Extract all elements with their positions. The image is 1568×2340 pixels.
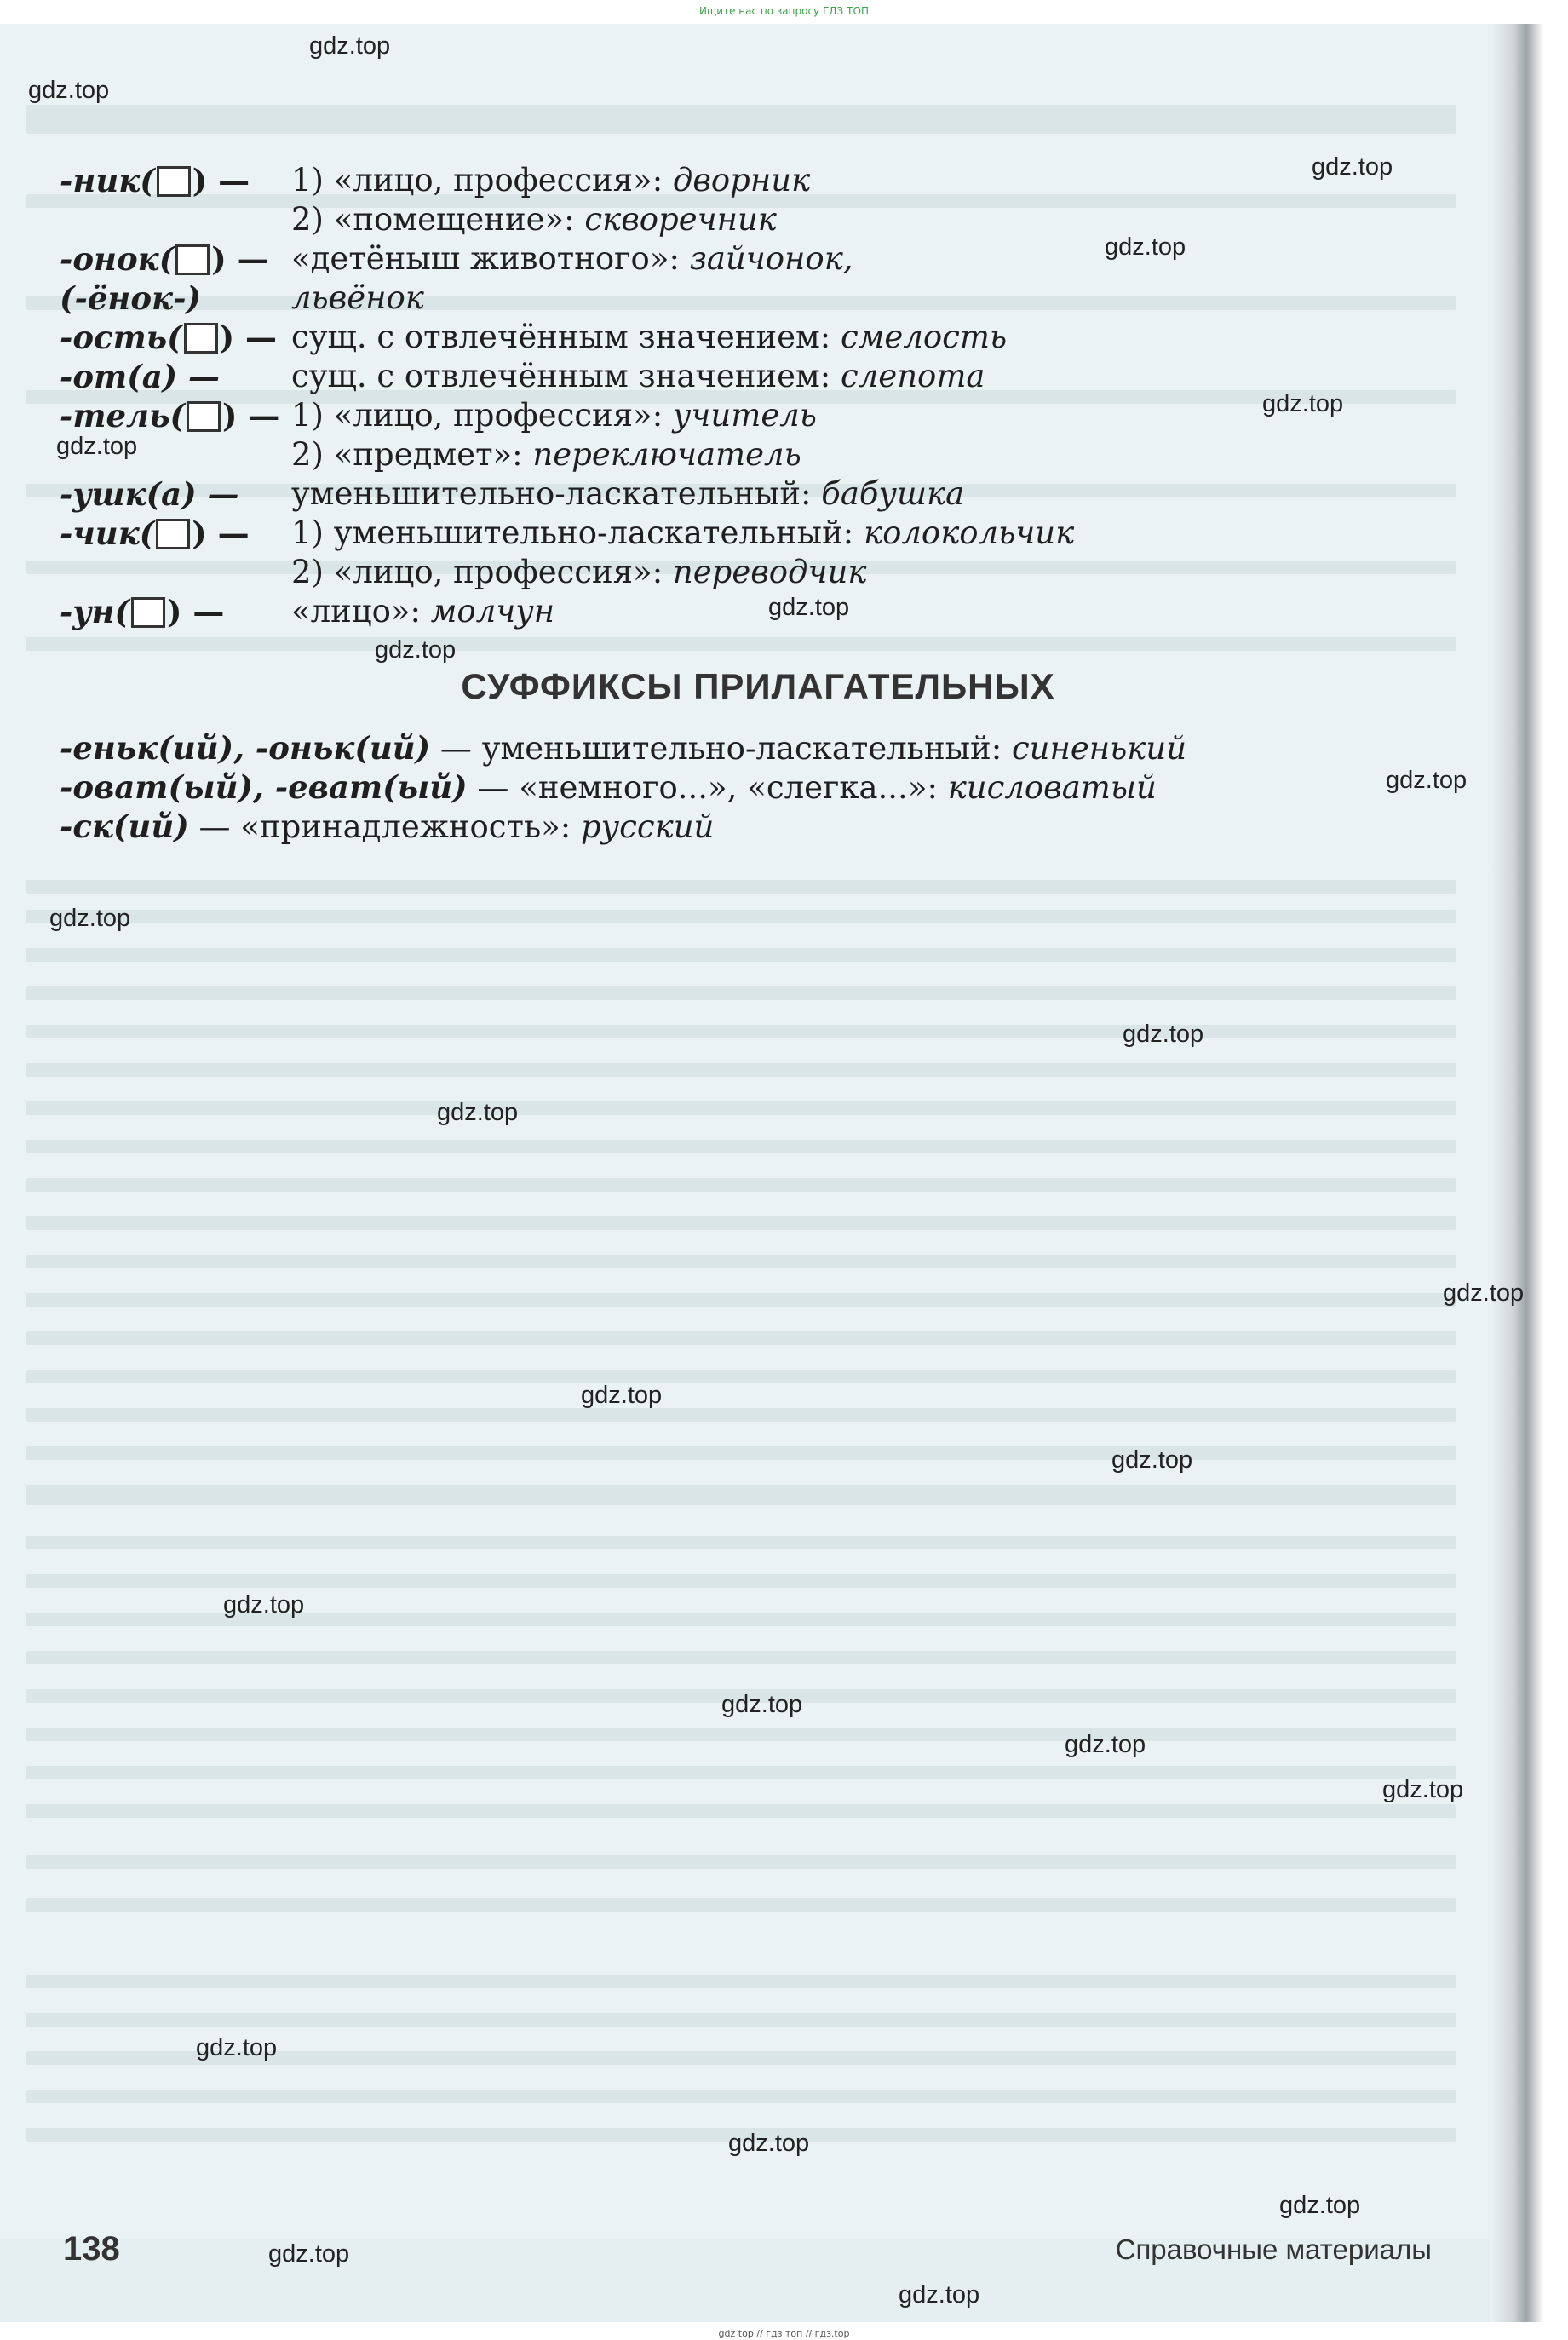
watermark-text: gdz.top xyxy=(728,2130,810,2157)
example-word: смелость xyxy=(841,319,1008,355)
watermark-text: gdz.top xyxy=(1279,2192,1361,2219)
suffix-label: -оват(ый), -еват(ый) xyxy=(60,768,468,806)
meaning-text: — уменьшительно-ласкательный: xyxy=(430,730,1012,767)
suffix-text: -ушк(а) — xyxy=(60,475,239,513)
adjective-suffix-row xyxy=(60,768,1157,806)
suffix-dash: ) — xyxy=(211,240,269,278)
meaning-text: сущ. с отвлечённым значением: xyxy=(291,358,841,394)
watermark-text: gdz.top xyxy=(309,32,391,60)
watermark-text: gdz.top xyxy=(1312,153,1393,181)
example-word: синенький xyxy=(1011,730,1187,767)
meaning-text: 1) «лицо, профессия»: xyxy=(291,397,673,434)
example-word: дворник xyxy=(672,162,811,198)
watermark-text: gdz.top xyxy=(1111,1446,1193,1474)
meaning-text: 1) уменьшительно-ласкательный: xyxy=(291,515,864,551)
suffix-label: -ск(ий) xyxy=(60,808,189,845)
suffix-box-icon xyxy=(175,244,210,275)
watermark-text: gdz.top xyxy=(721,1691,803,1718)
watermark-text: gdz.top xyxy=(899,2281,980,2308)
watermark-text: gdz.top xyxy=(1123,1021,1204,1048)
suffix-text: -ость( xyxy=(60,319,182,356)
suffix-text: -онок( xyxy=(60,240,175,278)
book-spine-shadow xyxy=(1490,24,1542,2322)
watermark-text: gdz.top xyxy=(768,594,850,621)
suffix-meaning xyxy=(291,475,964,512)
suffix-meaning xyxy=(291,162,810,198)
suffix-text: -тель( xyxy=(60,397,186,434)
watermark-text: gdz.top xyxy=(1065,1731,1146,1758)
suffix-dash: ) — xyxy=(192,515,250,552)
suffix-meaning xyxy=(291,397,817,434)
meaning-text: — «принадлежность»: xyxy=(188,808,581,845)
suffix-label xyxy=(60,279,201,317)
suffix-label xyxy=(60,515,250,552)
watermark-text: gdz.top xyxy=(437,1099,519,1126)
watermark-text: gdz.top xyxy=(1262,390,1344,417)
example-word: львёнок xyxy=(291,279,424,316)
example-word: слепота xyxy=(841,358,985,394)
example-word: переводчик xyxy=(672,554,867,590)
suffix-meaning xyxy=(291,554,866,590)
suffix-dash: ) — xyxy=(166,593,225,630)
adjective-suffixes-heading: СУФФИКСЫ ПРИЛАГАТЕЛЬНЫХ xyxy=(461,666,1055,706)
suffix-meaning xyxy=(291,319,1007,355)
watermark-text: gdz.top xyxy=(28,77,110,104)
watermark-text: gdz.top xyxy=(56,433,138,460)
suffix-box-icon xyxy=(157,166,191,197)
suffix-text: -чик( xyxy=(60,515,155,552)
suffix-meaning xyxy=(291,358,985,394)
watermark-text: gdz.top xyxy=(196,2034,278,2061)
example-word: учитель xyxy=(672,397,817,434)
meaning-text: 1) «лицо, профессия»: xyxy=(291,162,673,198)
meaning-text: уменьшительно-ласкательный: xyxy=(291,475,822,512)
example-word: скворечник xyxy=(584,201,777,238)
suffix-meaning xyxy=(291,436,801,473)
suffix-text: -ун( xyxy=(60,593,129,630)
suffix-label xyxy=(60,319,277,356)
watermark-text: gdz.top xyxy=(49,905,131,932)
suffix-dash: ) — xyxy=(192,162,250,199)
suffix-text: -ник( xyxy=(60,162,155,199)
adjective-suffix-row xyxy=(60,729,1186,767)
example-word: зайчонок, xyxy=(689,240,853,277)
suffix-meaning xyxy=(291,593,554,630)
example-word: русский xyxy=(581,808,715,845)
example-word: переключатель xyxy=(532,436,801,473)
meaning-text: 2) «помещение»: xyxy=(291,201,585,238)
suffix-box-icon xyxy=(187,401,221,432)
adjective-suffix-row xyxy=(60,808,714,845)
suffix-dash: ) — xyxy=(222,397,280,434)
watermark-text: gdz.top xyxy=(268,2240,350,2268)
meaning-text: 2) «лицо, профессия»: xyxy=(291,554,673,590)
suffix-label xyxy=(60,240,269,278)
suffix-text: (-ёнок-) xyxy=(60,279,201,317)
suffix-meaning xyxy=(291,201,777,238)
suffix-label xyxy=(60,358,220,395)
watermark-text: gdz.top xyxy=(581,1382,663,1409)
meaning-text: «детёныш животного»: xyxy=(291,240,690,277)
example-word: кисловатый xyxy=(947,769,1157,806)
watermark-text: gdz.top xyxy=(1386,767,1467,794)
watermark-text: gdz.top xyxy=(1382,1776,1464,1803)
top-banner: Ищите нас по запросу ГДЗ ТОП xyxy=(699,5,869,17)
suffix-label xyxy=(60,475,239,513)
suffix-label xyxy=(60,162,250,199)
watermark-text: gdz.top xyxy=(375,636,457,664)
suffix-meaning xyxy=(291,515,1074,551)
suffix-box-icon xyxy=(131,597,165,628)
suffix-dash: ) — xyxy=(219,319,278,356)
page-number: 138 xyxy=(63,2230,120,2268)
bottom-banner: gdz top // гдз топ // гдз.top xyxy=(718,2328,850,2339)
meaning-text: сущ. с отвлечённым значением: xyxy=(291,319,841,355)
meaning-text: 2) «предмет»: xyxy=(291,436,533,473)
meaning-text: — «немного...», «слегка...»: xyxy=(467,769,948,806)
suffix-label xyxy=(60,397,279,434)
suffix-text: -от(а) — xyxy=(60,358,221,395)
example-word: бабушка xyxy=(821,475,965,512)
watermark-text: gdz.top xyxy=(223,1591,305,1618)
suffix-label: -еньк(ий), -оньк(ий) xyxy=(60,729,431,767)
section-title: Справочные материалы xyxy=(1115,2234,1432,2265)
example-word: колокольчик xyxy=(863,515,1075,551)
suffix-box-icon xyxy=(156,519,190,549)
suffix-meaning xyxy=(291,240,853,277)
suffix-meaning xyxy=(291,279,424,316)
watermark-text: gdz.top xyxy=(1443,1279,1525,1307)
example-word: молчун xyxy=(430,593,555,630)
watermark-text: gdz.top xyxy=(1105,233,1186,261)
suffix-label xyxy=(60,593,224,630)
meaning-text: «лицо»: xyxy=(291,593,431,630)
suffix-box-icon xyxy=(184,323,218,354)
